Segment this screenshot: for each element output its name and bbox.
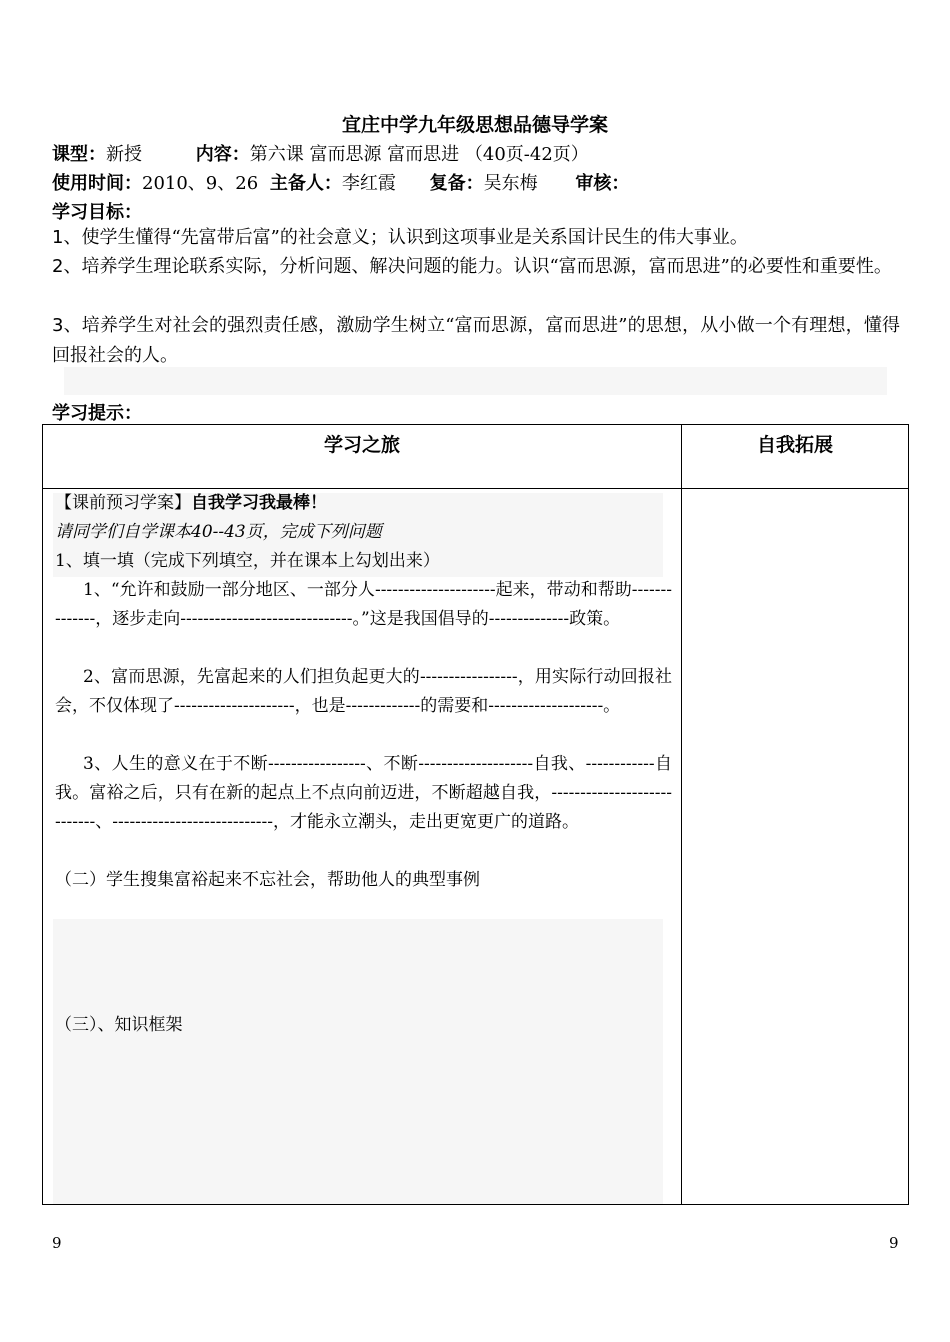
review-value: 吴东梅 — [483, 173, 538, 194]
fill-heading: 1、填一填（完成下列填空，并在课本上勾划出来） — [55, 551, 440, 571]
review-label: 复备： — [429, 173, 484, 194]
time-value: 2010、9、26 — [142, 173, 259, 194]
footer-page-number-left: 9 — [52, 1234, 62, 1252]
self-study-instruction: 请同学们自学课本40--43页，完成下列问题 — [55, 522, 382, 542]
study-journey-cell — [43, 489, 682, 1205]
type-value: 新授 — [106, 144, 142, 165]
shaded-block-bottom — [53, 919, 663, 1204]
preview-slogan: 自我学习我最棒！ — [191, 493, 327, 513]
col-header-self-extension: 自我拓展 — [682, 425, 909, 489]
question-1: 1、“允许和鼓励一部分地区、一部分人---------------------起来，带动和帮助--------------，逐步走向------------------------------。”这是我国倡导的--------------政策。 — [55, 580, 672, 629]
type-label: 课型： — [52, 144, 106, 165]
objective-2-text: 、培养学生理论联系实际，分析问题、解决问题的能力。认识“富而思源，富而思进”的必要性和重要性。 — [63, 256, 892, 277]
col-header-study-journey: 学习之旅 — [43, 425, 682, 489]
study-table — [42, 424, 909, 1205]
objective-2 — [52, 252, 900, 282]
time-label: 使用时间： — [52, 173, 142, 194]
objective-1-num: 1 — [52, 227, 64, 248]
preview-bracket: 【课前预习学案】 — [55, 493, 191, 513]
self-extension-cell — [682, 489, 909, 1205]
content-label: 内容： — [195, 144, 250, 165]
preparer-value: 李红霞 — [341, 173, 396, 194]
question-3: 3、人生的意义在于不断-----------------、不断--------------------自我、------------自我。富裕之后，只有在新的起点上不点向前迈进，不断超越自我，----------------------------、----------------------------，才能永立潮头，走出更宽更广的道路。 — [55, 754, 672, 832]
blank-shaded-area — [64, 367, 887, 395]
preparer-label: 主备人： — [269, 173, 342, 194]
footer-page-number-right: 9 — [889, 1234, 899, 1252]
objective-3-num: 3 — [52, 315, 64, 336]
preview-heading — [55, 489, 327, 518]
objective-1-text: 、使学生懂得“先富带后富”的社会意义；认识到这项事业是关系国计民生的伟大事业。 — [63, 227, 748, 248]
objective-3 — [52, 311, 900, 371]
tips-heading: 学习提示： — [52, 403, 142, 424]
header-line-1 — [52, 140, 589, 166]
objective-1 — [52, 223, 900, 253]
objective-3-text: 、培养学生对社会的强烈责任感，激励学生树立“富而思源，富而思进”的思想，从小做一个有理想，懂得回报社会的人。 — [52, 315, 900, 366]
objective-2-num: 2 — [52, 256, 64, 277]
section-two-heading: （二）学生搜集富裕起来不忘社会，帮助他人的典型事例 — [55, 870, 480, 890]
audit-label: 审核： — [575, 173, 630, 194]
document-title: 宜庄中学九年级思想品德导学案 — [341, 114, 608, 136]
header-line-2 — [52, 169, 629, 195]
objectives-heading: 学习目标： — [52, 202, 142, 223]
content-value: 第六课 富而思源 富而思进 （40页-42页） — [249, 144, 589, 165]
section-three-heading: （三）、知识框架 — [55, 1015, 183, 1035]
question-2: 2、富而思源，先富起来的人们担负起更大的-----------------，用实际行动回报社会，不仅体现了---------------------，也是-------------的需要和--------------------。 — [55, 667, 672, 716]
